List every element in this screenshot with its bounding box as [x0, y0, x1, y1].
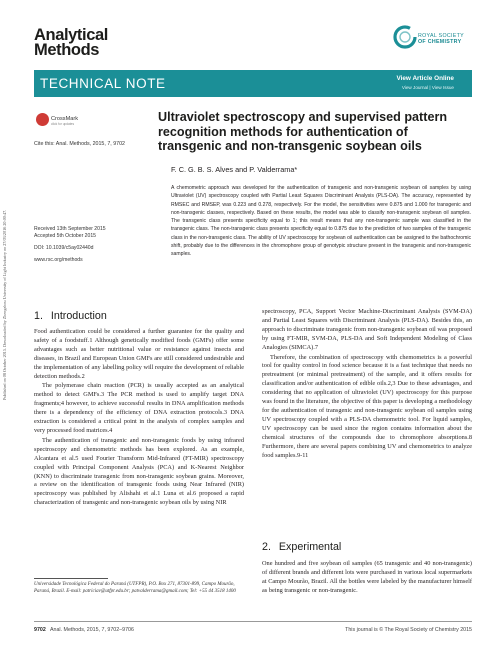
view-issue-link[interactable]: View Issue — [431, 85, 454, 90]
publication-side-note: Published on 08 October 2015. Downloaded by Zhengzhou University of Light Industry on 27/03/2016 20:00:47. — [2, 209, 7, 400]
footer-copyright: This journal is © The Royal Society of Chemistry 2015 — [345, 627, 472, 633]
rsc-line2: OF CHEMISTRY — [418, 39, 462, 46]
article-type-banner — [34, 70, 472, 97]
paragraph: spectroscopy, PCA, Support Vector Machine-Discriminant Analysis (SVM-DA) and Partial Least Squares with Discriminant Analysis (PLS-DA). Besides this, an approach to discriminate transgenic from non-transgenic soybean oil was proposed by using FT-MIR, SVM-DA, PLS-DA and Soft Independent Modeling of Class Analogies (SIMCA).7 — [262, 308, 472, 351]
paragraph: Food authentication could be considered a further guarantee for the quality and safety of a foodstuff.1 Although genetically modified foods (GMFs) offer some advantages such as better nutritional value or resistance against insects and diseases, in Brazil and European Union GMFs are still considered undesirable and the implementation of any labelling policy will require the development of reliable detection methods.2 — [34, 328, 244, 380]
section-number: 1. — [34, 310, 43, 322]
crossmark-label: CrossMark — [51, 116, 79, 122]
journal-url[interactable]: www.rsc.org/methods — [34, 257, 83, 263]
right-column — [262, 308, 472, 460]
footer-divider — [34, 621, 472, 622]
abstract: A chemometric approach was developed for the authentication of transgenic and non-transgenic soybean oil samples by using Ultraviolet (UV) spectroscopy coupled with Partial Least Squares Discriminant Analysis (PLS-DA). The accuracy, represented by RMSEC and RMSEP, was 0.223 and 0.278, respectively. For the model, the sensitivities were 0.875 and 1.000 for transgenic and non-transgenic classes, respectively. Based on these results, the model was able to classify non-transgenic soybean oil samples. The transgenic class presents specificity equal to 1; this result means that any non-transgenic sample was classified in the transgenic class. The non-transgenic class presents specificity equal to 0.875 due to the prediction of two samples of the transgenic class in the non-transgenic class. The ability of UV spectroscopy for soybean oil authentication can be assigned to the bathochromic shift, probably due to the differences in the chromophore group of genotypic structure present in the transgenic and non-transgenic samples. — [171, 185, 471, 258]
paragraph: The polymerase chain reaction (PCR) is usually accepted as an analytical method to detect GMFs.3 The PCR method is used to amplify target DNA fragments;4 however, to achieve successful results in DNA amplification methods there is a dependency of the efficiency of DNA extraction protocols.3 DNA extraction is considered a critical point in the analysis of complex samples and very processed food matrices.4 — [34, 382, 244, 434]
page-number: 9702 — [34, 627, 46, 633]
received-date: Received 13th September 2015 — [34, 226, 106, 232]
crossmark-sub: click for updates — [51, 122, 75, 126]
journal-name-line1: Analytical — [34, 26, 108, 44]
paragraph: Therefore, the combination of spectroscopy with chemometrics is a powerful tool for quality control in food science because it is a fast technique that needs no pretreatment (or minimal pretreatment) of the sample, and it offers results for classification and/or authentication of edible oils.2,3 Due to these advantages, and considering that no application of ultraviolet (UV) spectroscopy for this purpose was found in the literature, the objective of this paper is developing a methodology for the authentication of transgenic and non-transgenic soybean oil samples using UV spectroscopy coupled with a PLS-DA chemometric tool. For liquid samples, UV spectroscopy can be used since the region contains information about the chemical structures of the compounds due to chromophore absorptions.8 Furthermore, there are several papers combining UV and chemometrics to analyze food samples.9-11 — [262, 353, 472, 459]
received-dates — [34, 226, 154, 241]
view-journal-link[interactable]: View Journal — [401, 85, 429, 90]
experimental-text — [262, 560, 472, 596]
journal-name-line2: Methods — [34, 41, 100, 59]
crossmark-icon — [36, 113, 49, 126]
article-type: TECHNICAL NOTE — [40, 76, 166, 91]
left-column — [34, 328, 244, 508]
paragraph: The authentication of transgenic and non-transgenic foods by using infrared spectroscopy and chemometric methods has been explored. As an example, Alcantara et al.5 used Fourier Transform Mid-Infrared (FT-MIR) spectroscopy coupled with Principal Component Analysis (PCA) and K-Nearest Neighbor (KNN) to discriminate transgenic from non-transgenic soybean grains. Moreover, a review on the identification of transgenic foods using Near Infrared (NIR) spectroscopy was published by Alishahi et al.1 Luna et al.6 proposed a rapid characterization of transgenic and non-transgenic soybean oils by using NIR — [34, 436, 244, 507]
section-heading-experimental — [262, 541, 341, 553]
section-number: 2. — [262, 541, 271, 553]
section-heading-introduction — [34, 310, 107, 322]
citation-line: Cite this: Anal. Methods, 2015, 7, 9702 — [34, 141, 125, 147]
link-separator: | — [429, 85, 432, 90]
view-links — [402, 85, 454, 90]
accepted-date: Accepted 5th October 2015 — [34, 233, 97, 240]
rsc-logo[interactable] — [392, 24, 472, 62]
paragraph: One hundred and five soybean oil samples (65 transgenic and 40 non-transgenic) of different brands and different lots were purchased in various local supermarkets at Campo Mourão, Brazil. All the bottles were labeled by the manufacturer himself as being transgenic or non-transgenic. — [262, 560, 472, 594]
journal-name[interactable] — [34, 28, 174, 58]
rsc-line1: ROYAL SOCIETY — [418, 33, 464, 39]
footer-left — [34, 627, 134, 633]
footnote-divider — [34, 578, 108, 579]
article-title: Ultraviolet spectroscopy and supervised pattern recognition methods for authentication of transgenic and non-transgenic soybean oils — [158, 110, 448, 153]
footer-citation: Anal. Methods, 2015, 7, 9702–9706 — [49, 627, 134, 633]
rsc-ring-icon — [392, 24, 418, 50]
doi[interactable]: DOI: 10.1039/c5ay02440d — [34, 245, 94, 251]
rsc-text — [418, 33, 476, 46]
section-title: Experimental — [278, 541, 342, 553]
view-article-online-link[interactable]: View Article Online — [396, 75, 454, 82]
crossmark-badge[interactable] — [36, 113, 82, 127]
affiliation-footnote: Universidade Tecnológica Federal do Paraná (UTFPR), P.O. Box 271, 87301-899, Campo Mourão, Paraná, Brazil. E-mail: patriciav@utfpr.edu.br; patvalderrama@gmail.com; Tel: +55 44 3518 1400 — [34, 582, 236, 594]
author-list: F. C. G. B. S. Alves and P. Valderrama* — [171, 165, 298, 174]
section-title: Introduction — [50, 310, 107, 322]
